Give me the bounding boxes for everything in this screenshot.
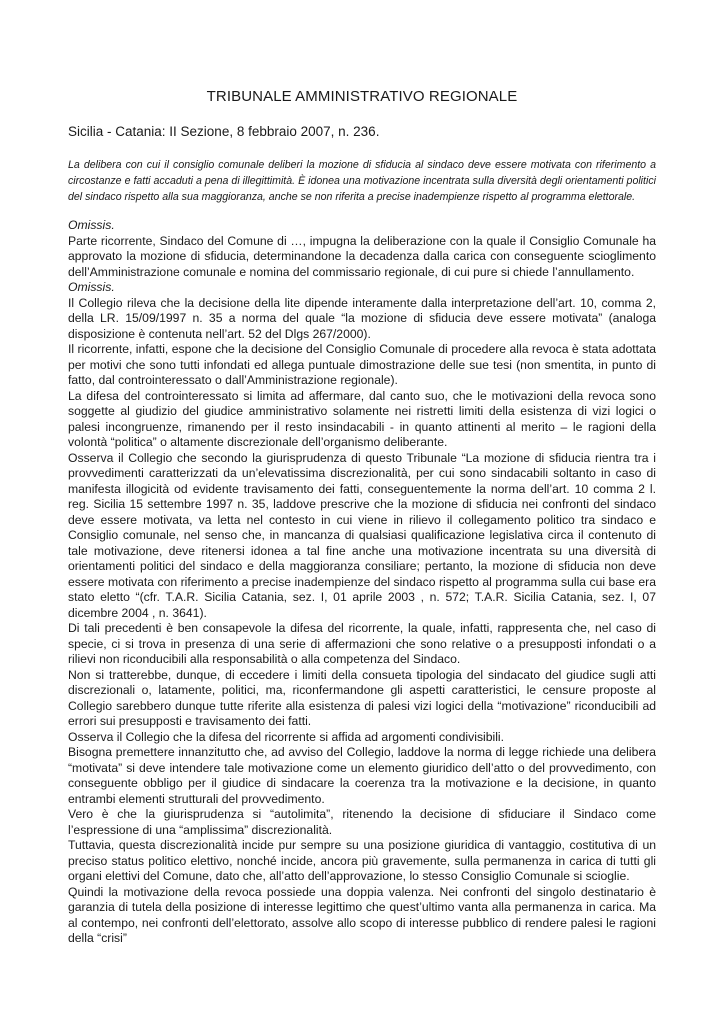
document-subtitle: Sicilia - Catania: II Sezione, 8 febbraio 2007, n. 236. bbox=[68, 124, 380, 139]
paragraph: Osserva il Collegio che secondo la giurisprudenza di questo Tribunale “La mozione di sfiducia rientra tra i provvedimenti caratterizzati da un’elevatissima discrezionalità, per cui sono sindacabili soltanto in caso di manifesta illogicità od evidente travisamento dei fatti, conseguentemente la norma dell’art. 10 comma 2 l. reg. Sicilia 15 settembre 1997 n. 35, laddove prescrive che la mozione di sfiducia nei confronti del sindaco deve essere motivata, va letta nel contesto in cui viene in rilievo il collegamento politico tra sindaco e Consiglio comunale, nel senso che, in mancanza di qualsiasi qualificazione legislativa circa il contenuto di tale motivazione, deve ritenersi idonea a tal fine anche una motivazione incentrata su una diversità di orientamenti politici del sindaco e della maggioranza consiliare; pertanto, la mozione di sfiducia non deve essere motivata con riferimento a precise inadempienze del sindaco rispetto al programma sulla cui base era stato eletto “(cfr. T.A.R. Sicilia Catania, sez. I, 01 aprile 2003 , n. 572; T.A.R. Sicilia Catania, sez. I, 07 dicembre 2004 , n. 3641). bbox=[68, 450, 656, 620]
paragraph: Bisogna premettere innanzitutto che, ad avviso del Collegio, laddove la norma di legge richiede una delibera “motivata” si deve intendere tale motivazione come un elemento giuridico dell’atto o del provvedimento, con conseguente obbligo per il giudice di sindacare la coerenza tra la motivazione e la decisione, in quanto entrambi elementi strutturali del provvedimento. bbox=[68, 745, 656, 806]
paragraph: Osserva il Collegio che la difesa del ricorrente si affida ad argomenti condivisibili. bbox=[68, 729, 505, 744]
document-body bbox=[68, 218, 656, 947]
document-abstract: La delibera con cui il consiglio comunale deliberi la mozione di sfiducia al sindaco deve essere motivata con riferimento a circostanze e fatti accaduti a pena di illegittimità. È idonea una motivazione incentrata sulla diversità degli orientamenti politici del sindaco rispetto alla sua maggioranza, anche se non riferita a precise inadempienze rispetto al programma elettorale. bbox=[68, 159, 656, 203]
paragraph: Quindi la motivazione della revoca possiede una doppia valenza. Nei confronti del singolo destinatario è garanzia di tutela della posizione di interesse legittimo che quest’ultimo vanta alla permanenza in carica. Ma al contempo, nei confronti dell’elettorato, assolve allo scopo di interesse pubblico di rendere palesi le ragioni della “crisi” bbox=[68, 884, 656, 945]
paragraph: Vero è che la giurisprudenza si “autolimita”, ritenendo la decisione di sfiduciare il Sindaco come l’espressione di una “amplissima” discrezionalità. bbox=[68, 807, 656, 837]
document-title: TRIBUNALE AMMINISTRATIVO REGIONALE bbox=[206, 88, 518, 105]
paragraph: Non si tratterebbe, dunque, di eccedere i limiti della consueta tipologia del sindacato del giudice sugli atti discrezionali o, latamente, politici, ma, riconfermandone gli aspetti caratteristici, le censure proposte al Collegio sarebbero dunque tutte riferite alla esistenza di palesi vizi logici della “motivazione” riconducibili ad errori sui presupposti e travisamento dei fatti. bbox=[68, 667, 656, 728]
paragraph: Il Collegio rileva che la decisione della lite dipende interamente dalla interpretazione dell’art. 10, comma 2, della LR. 15/09/1997 n. 35 a norma del quale “la mozione di sfiducia deve essere motivata” (analoga disposizione è contenuta nell’art. 52 del Dlgs 267/2000). bbox=[68, 295, 656, 341]
paragraph: Di tali precedenti è ben consapevole la difesa del ricorrente, la quale, infatti, rappresenta che, nel caso di specie, ci si trova in presenza di una serie di affermazioni che sono relative o a presupposti infondati o a rilievi non riconducibili alla responsabilità o alla competenza del Sindaco. bbox=[68, 621, 656, 666]
paragraph: Omissis. bbox=[68, 280, 115, 294]
paragraph: Omissis. bbox=[68, 218, 115, 232]
paragraph: Parte ricorrente, Sindaco del Comune di …, impugna la deliberazione con la quale il Consiglio Comunale ha approvato la mozione di sfiducia, determinandone la decadenza dalla carica con conseguente scioglimento dell’Amministrazione comunale e nomina del commissario regionale, di cui pure si chiede l’annullamento. bbox=[68, 233, 656, 279]
paragraph: Tuttavia, questa discrezionalità incide pur sempre su una posizione giuridica di vantaggio, costitutiva di un preciso status politico elettivo, nonché incide, ancora più gravemente, sulla permanenza in carica di tutti gli organi elettivi del Comune, dato che, all’atto dell’approvazione, lo stesso Consiglio Comunale si scioglie. bbox=[68, 838, 656, 883]
paragraph: Il ricorrente, infatti, espone che la decisione del Consiglio Comunale di procedere alla revoca è stata adottata per motivi che sono tutti infondati ed allega puntuale dimostrazione delle sue tesi (non smentita, in punto di fatto, dal controinteressato o dall’Amministrazione regionale). bbox=[68, 342, 656, 387]
paragraph: La difesa del controinteressato si limita ad affermare, dal canto suo, che le motivazioni della revoca sono soggette al giudizio del giudice amministrativo solamente nei ristretti limiti della esistenza di vizi logici o palesi incongruenze, rimanendo per il resto insindacabili - in quanto attinenti al merito – le ragioni della volontà “politica” o altamente discrezionale dell’organismo deliberante. bbox=[68, 388, 656, 449]
